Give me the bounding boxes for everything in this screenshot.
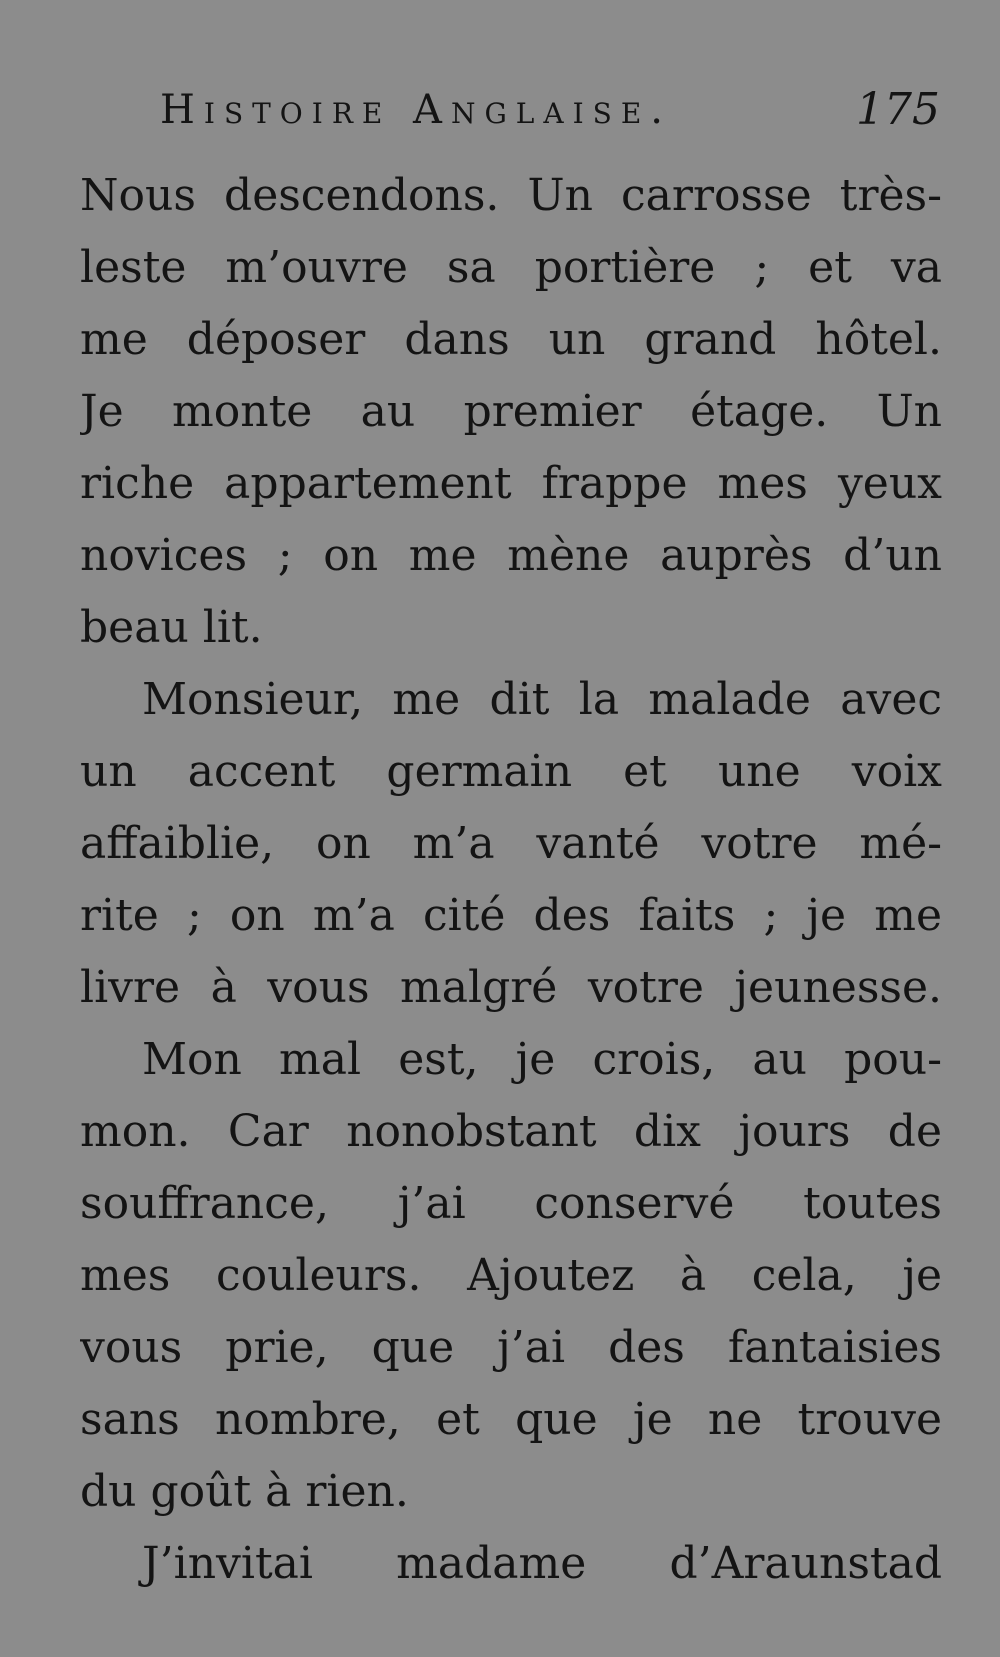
paragraph — [80, 1024, 942, 1528]
text-line: Mon mal est, je crois, au pou- — [142, 1034, 942, 1085]
text-line: novices ; on me mène auprès d’un — [80, 530, 942, 581]
text-line: vous prie, que j’ai des fantaisies — [80, 1322, 942, 1373]
text-line: leste m’ouvre sa portière ; et va — [80, 242, 942, 293]
paragraph — [80, 1528, 942, 1600]
text-line: J’invitai madame d’Araunstad — [142, 1538, 942, 1589]
text-line: un accent germain et une voix — [80, 746, 942, 797]
text-line: affaiblie, on m’a vanté votre mé- — [80, 818, 942, 869]
running-head — [160, 80, 940, 140]
text-line: Monsieur, me dit la malade avec — [142, 674, 942, 725]
text-line: du goût à rien. — [80, 1466, 409, 1517]
text-line: mes couleurs. Ajoutez à cela, je — [80, 1250, 942, 1301]
text-line: Nous descendons. Un carrosse très- — [80, 170, 942, 221]
body-text — [80, 160, 942, 1600]
running-title: Histoire Anglaise. — [160, 87, 673, 133]
text-line: sans nombre, et que je ne trouve — [80, 1394, 942, 1445]
text-line: rite ; on m’a cité des faits ; je me — [80, 890, 942, 941]
text-line: me déposer dans un grand hôtel. — [80, 314, 942, 365]
text-line: beau lit. — [80, 602, 263, 653]
text-line: Je monte au premier étage. Un — [80, 386, 942, 437]
text-line: livre à vous malgré votre jeunesse. — [80, 962, 942, 1013]
text-line: mon. Car nonobstant dix jours de — [80, 1106, 942, 1157]
text-line: souffrance, j’ai conservé toutes — [80, 1178, 942, 1229]
paragraph — [80, 160, 942, 664]
page-number: 175 — [856, 84, 940, 135]
text-line: riche appartement frappe mes yeux — [80, 458, 942, 509]
paragraph — [80, 664, 942, 1024]
